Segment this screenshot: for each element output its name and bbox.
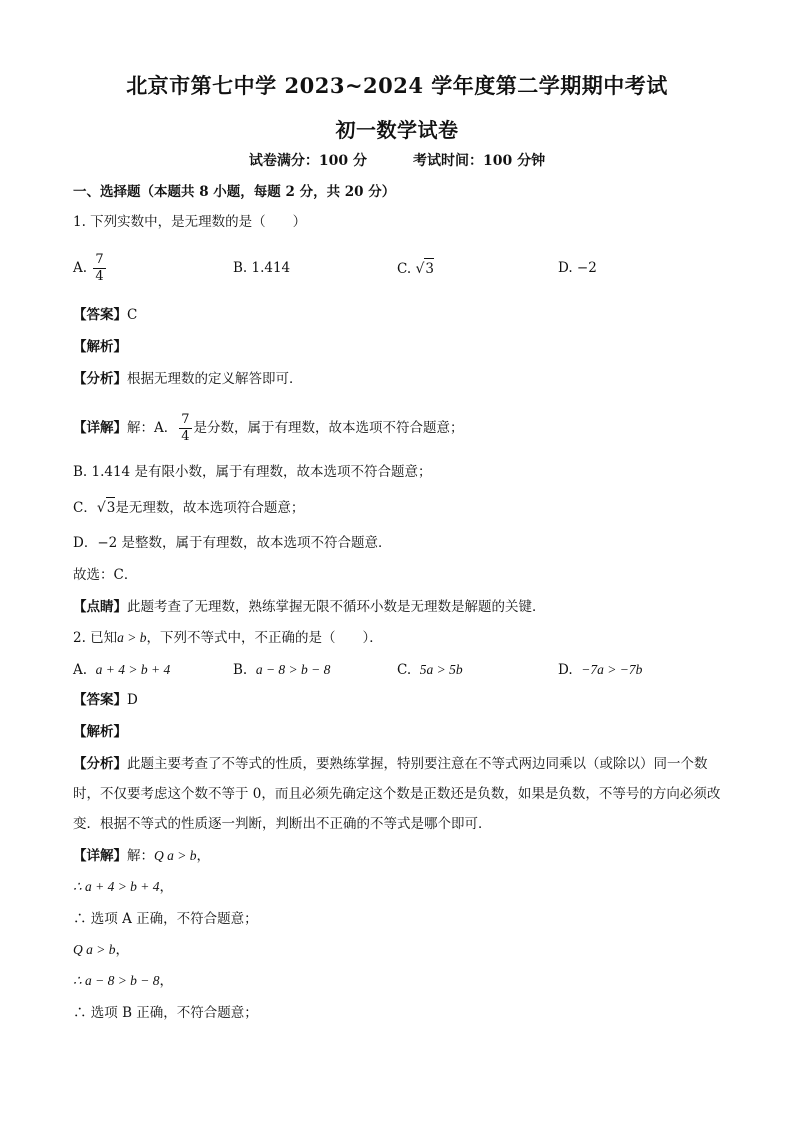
fraction-numerator: 7 [181, 412, 190, 427]
answer-tag: 【答案】 [73, 692, 127, 708]
q2-option-b [233, 660, 330, 680]
page-subtitle: 初一数学试卷 [335, 118, 459, 142]
q2-option-c [397, 660, 463, 680]
answer-value: C [127, 307, 138, 323]
fraction-denominator: 4 [181, 429, 190, 444]
q1-option-c [397, 258, 434, 279]
detail-text: 解：A． [127, 420, 178, 436]
q2-option-d [558, 660, 642, 680]
option-label: B. [233, 662, 248, 678]
q1-answer [73, 305, 137, 325]
stem-text: ，下列不等式中，不正确的是（ ）． [146, 630, 383, 646]
q2-step-1 [73, 877, 173, 897]
detail-tag: 【详解】 [73, 848, 127, 864]
page-title: 北京市第七中学 2023~2024 学年度第二学期期中考试 [126, 73, 668, 98]
q1-stem: 1. 下列实数中，是无理数的是（ ） [73, 214, 307, 230]
q1-detail-d: D．−2 是整数，属于有理数，故本选项不符合题意． [73, 535, 392, 551]
detail-text: 是分数，属于有理数，故本选项不符合题意； [193, 420, 464, 436]
fraction [93, 252, 105, 285]
fenxi-tag: 【分析】 [73, 371, 127, 387]
option-math: 5a > 5b [419, 662, 463, 677]
q1-option-d: D. −2 [558, 260, 597, 276]
fraction [179, 412, 191, 445]
q1-choose: 故选：C． [73, 567, 138, 583]
step-math: Q a > b [73, 942, 116, 957]
stem-math: a > b [117, 630, 147, 645]
fraction-denominator: 4 [95, 269, 104, 284]
q2-option-a [73, 660, 170, 680]
step-text: ， [159, 879, 174, 895]
answer-tag: 【答案】 [73, 307, 127, 323]
step-text: ， [115, 942, 129, 958]
option-label: C. [397, 662, 412, 678]
q1-detail-a [73, 412, 464, 445]
dianjing-text: 此题考查了无理数，熟练掌握无限不循环小数是无理数是解题的关键． [127, 599, 546, 615]
q1-analysis-tag: 【解析】 [73, 339, 127, 355]
option-math: a + 4 > b + 4 [95, 662, 171, 677]
q1-option-a [73, 252, 108, 285]
detail-tag: 【详解】 [73, 420, 127, 436]
fraction-numerator: 7 [95, 252, 104, 267]
q2-step-2: ∴ 选项 A 正确，不符合题意； [73, 911, 258, 927]
q2-analysis-tag: 【解析】 [73, 724, 127, 740]
fenxi-text: 根据无理数的定义解答即可． [127, 371, 303, 387]
q1-option-b: B. 1.414 [233, 260, 291, 276]
q2-step-4 [73, 971, 173, 991]
section-heading: 一、选择题（本题共 8 小题，每题 2 分，共 20 分） [73, 184, 396, 200]
exam-meta [0, 150, 794, 170]
stem-text: 2. 已知 [73, 630, 118, 646]
option-label: D. [558, 662, 573, 678]
step-math: ∴ a − 8 > b − 8 [73, 973, 160, 988]
q1-detail-c [73, 497, 304, 518]
detail-math: Q a > b [154, 848, 197, 863]
q2-fenxi [73, 749, 723, 839]
detail-text: ， [196, 848, 210, 864]
fenxi-text: 此题主要考查了不等式的性质，要熟练掌握，特别要注意在不等式两边同乘以（或除以）同一个数时，不仅要考虑这个数不等于 0，而且必须先确定这个数是正数还是负数，如果是负数，不等号的方向必须改变．根据不等式的性质逐一判断，判断出不正确的不等式是哪个即可． [73, 756, 721, 832]
q2-answer [73, 690, 138, 710]
q2-step-5: ∴ 选项 B 正确，不符合题意； [73, 1005, 258, 1021]
q1-fenxi [73, 369, 303, 389]
q1-dianjing [73, 597, 546, 617]
option-math: a − 8 > b − 8 [255, 662, 331, 677]
option-label: C. [397, 261, 412, 277]
option-label: A. [73, 662, 88, 678]
score-label: 试卷满分：100 分 [248, 153, 367, 169]
step-text: ， [159, 973, 174, 989]
q2-detail [73, 846, 210, 866]
step-math: ∴ a + 4 > b + 4 [73, 879, 160, 894]
detail-text: 是无理数，故本选项符合题意； [115, 500, 305, 516]
dianjing-tag: 【点睛】 [73, 599, 127, 615]
answer-value: D [127, 692, 138, 708]
detail-text: C． [73, 500, 97, 516]
sqrt-icon: √ [415, 261, 425, 277]
sqrt-value: 3 [424, 258, 434, 279]
sqrt-value: 3 [106, 497, 116, 518]
q1-detail-b: B. 1.414 是有限小数，属于有理数，故本选项不符合题意； [73, 464, 432, 480]
option-label: A. [73, 260, 88, 276]
time-label: 考试时间：100 分钟 [413, 153, 546, 169]
detail-text: 解： [127, 848, 154, 864]
q2-stem [73, 628, 383, 648]
fenxi-tag: 【分析】 [73, 756, 127, 772]
q2-step-3 [73, 940, 129, 960]
sqrt-icon: √ [96, 500, 106, 516]
option-math: −7a > −7b [581, 662, 643, 677]
